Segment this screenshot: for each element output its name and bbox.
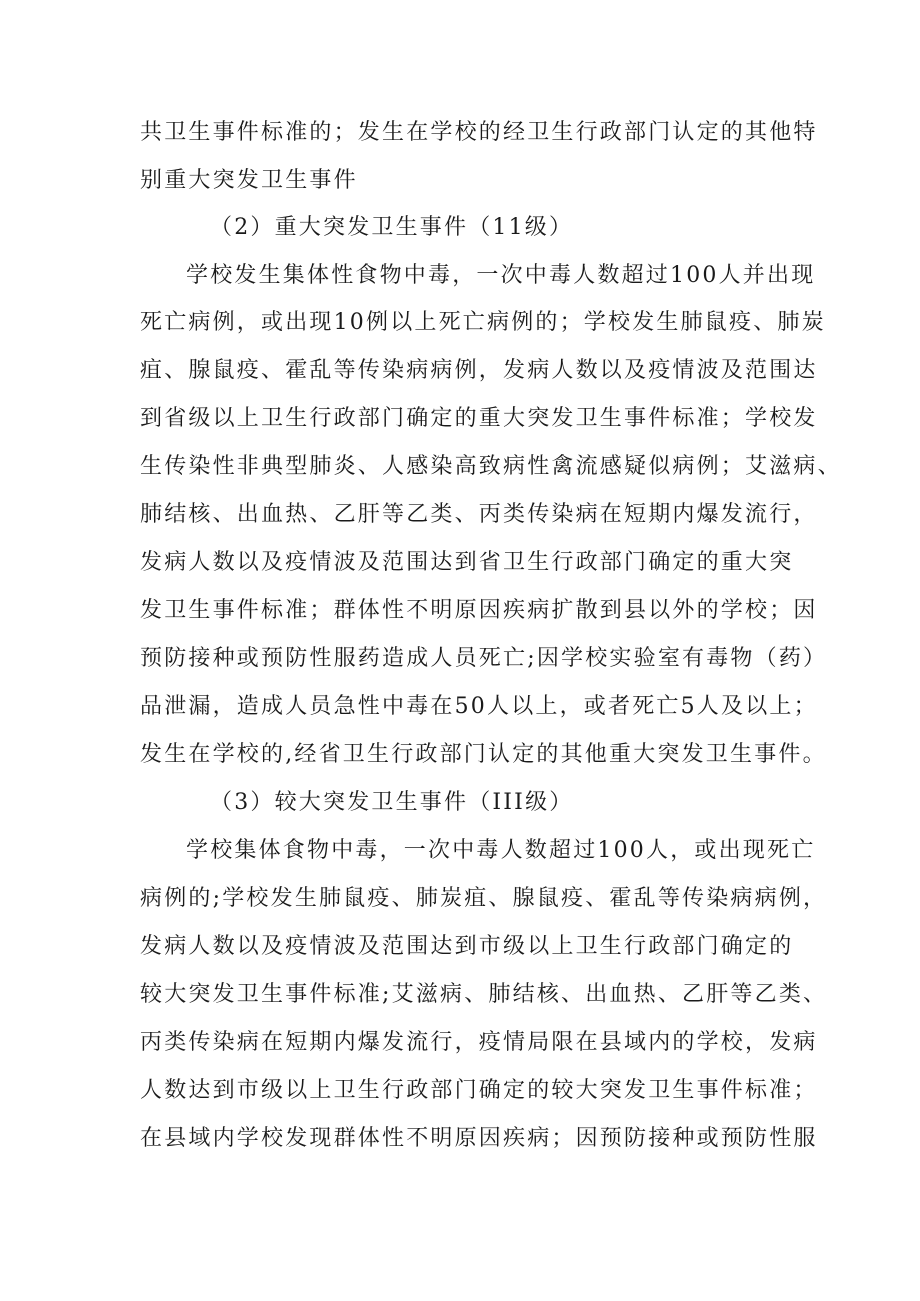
text-line: 丙类传染病在短期内爆发流行，疫情局限在县域内的学校，发病 xyxy=(140,1030,818,1055)
text-line: 发卫生事件标准；群体性不明原因疾病扩散到县以外的学校；因 xyxy=(140,598,818,623)
paragraph-first-line: 学校发生集体性食物中毒，一次中毒人数超过100人并出现 xyxy=(186,263,816,288)
text-line: 生传染性非典型肺炎、人感染高致病性禽流感疑似病例；艾滋病、 xyxy=(140,454,842,479)
section-heading-level-iii: （3）较大突发卫生事件（III级） xyxy=(210,790,574,815)
text-line: 发病人数以及疫情波及范围达到市级以上卫生行政部门确定的 xyxy=(140,934,794,959)
text-line: 在县域内学校发现群体性不明原因疾病；因预防接种或预防性服 xyxy=(140,1126,818,1151)
text-line: 共卫生事件标准的；发生在学校的经卫生行政部门认定的其他特 xyxy=(140,120,818,145)
text-line: 别重大突发卫生事件 xyxy=(140,168,358,193)
text-line: 发生在学校的,经省卫生行政部门认定的其他重大突发卫生事件。 xyxy=(140,742,827,767)
text-line: 预防接种或预防性服药造成人员死亡;因学校实验室有毒物（药） xyxy=(140,646,828,671)
text-line: 到省级以上卫生行政部门确定的重大突发卫生事件标准；学校发 xyxy=(140,406,818,431)
text-line: 病例的;学校发生肺鼠疫、肺炭疽、腺鼠疫、霍乱等传染病病例， xyxy=(140,886,828,911)
text-line: 人数达到市级以上卫生行政部门确定的较大突发卫生事件标准； xyxy=(140,1078,818,1103)
text-line: 肺结核、出血热、乙肝等乙类、丙类传染病在短期内爆发流行， xyxy=(140,502,818,527)
text-line: 疽、腺鼠疫、霍乱等传染病病例，发病人数以及疫情波及范围达 xyxy=(140,358,818,383)
text-line: 品泄漏，造成人员急性中毒在50人以上，或者死亡5人及以上； xyxy=(140,694,818,719)
section-heading-level-ii: （2）重大突发卫生事件（11级） xyxy=(210,215,574,240)
paragraph-first-line: 学校集体食物中毒，一次中毒人数超过100人，或出现死亡 xyxy=(186,838,816,863)
text-line: 发病人数以及疫情波及范围达到省卫生行政部门确定的重大突 xyxy=(140,550,794,575)
text-line: 较大突发卫生事件标准;艾滋病、肺结核、出血热、乙肝等乙类、 xyxy=(140,982,828,1007)
text-line: 死亡病例，或出现10例以上死亡病例的；学校发生肺鼠疫、肺炭 xyxy=(140,310,826,335)
